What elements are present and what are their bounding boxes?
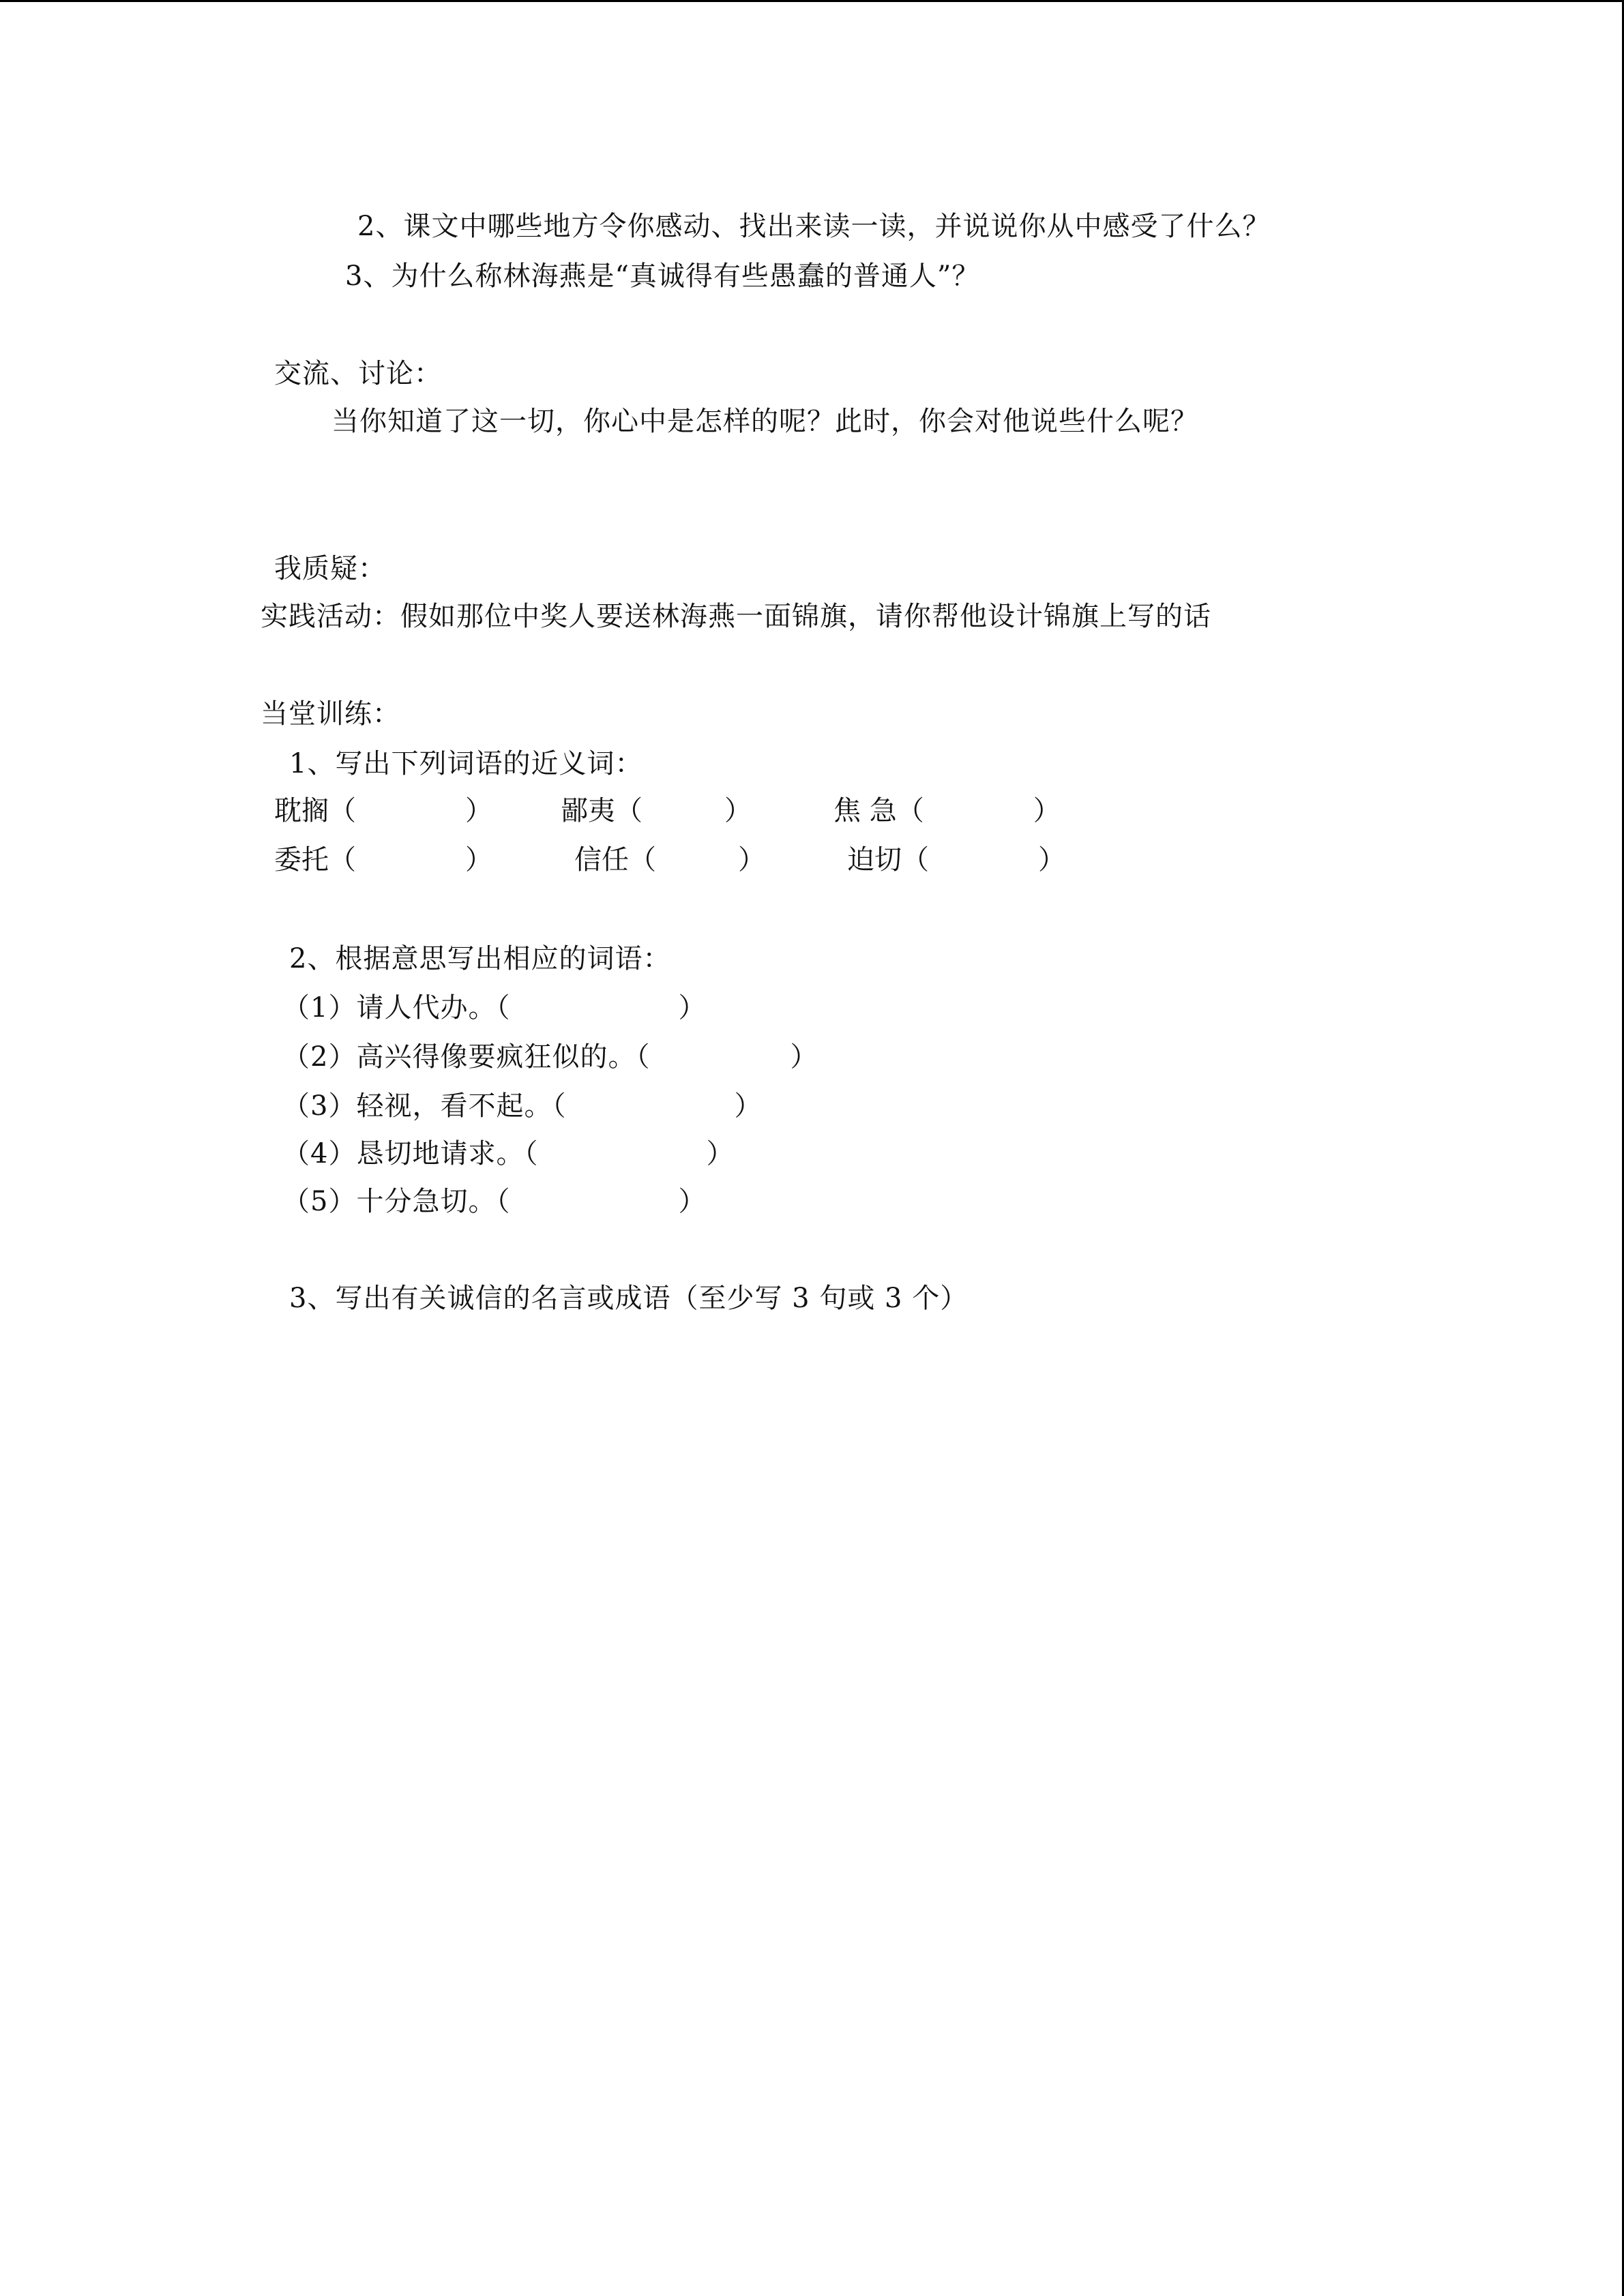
synonym-item: 迫切（ ） bbox=[847, 844, 1065, 876]
page-border-top bbox=[0, 0, 1624, 2]
meaning-item: （4）恳切地请求。（ ） bbox=[282, 1138, 735, 1169]
quotes-title: 3、写出有关诚信的名言或成语（至少写 3 句或 3 个） bbox=[289, 1283, 969, 1314]
question-2: 2、课文中哪些地方令你感动、找出来读一读，并说说你从中感受了什么？ bbox=[357, 211, 1271, 242]
meanings-title: 2、根据意思写出相应的词语： bbox=[289, 943, 671, 974]
synonym-item: 耽搁（ ） bbox=[274, 795, 492, 826]
meaning-item: （3）轻视，看不起。（ ） bbox=[282, 1090, 763, 1122]
synonym-item: 信任（ ） bbox=[574, 844, 765, 876]
discussion-prompt: 当你知道了这一切，你心中是怎样的呢？此时，你会对他说些什么呢？ bbox=[331, 406, 1198, 437]
question-3: 3、为什么称林海燕是“真诚得有些愚蠢的普通人”？ bbox=[345, 260, 980, 292]
meaning-item: （5）十分急切。（ ） bbox=[282, 1186, 707, 1217]
doubt-heading: 我质疑： bbox=[274, 553, 386, 584]
practice-activity: 实践活动：假如那位中奖人要送林海燕一面锦旗，请你帮他设计锦旗上写的话 bbox=[261, 601, 1211, 632]
meaning-item: （2）高兴得像要疯狂似的。（ ） bbox=[282, 1041, 818, 1073]
synonym-item: 鄙夷（ ） bbox=[561, 795, 752, 826]
training-heading: 当堂训练： bbox=[261, 698, 400, 730]
synonyms-title: 1、写出下列词语的近义词： bbox=[289, 748, 643, 779]
meaning-item: （1）请人代办。（ ） bbox=[282, 992, 707, 1024]
synonym-item: 委托（ ） bbox=[274, 844, 492, 876]
synonym-item: 焦 急（ ） bbox=[833, 795, 1061, 826]
discussion-heading: 交流、讨论： bbox=[274, 358, 442, 389]
